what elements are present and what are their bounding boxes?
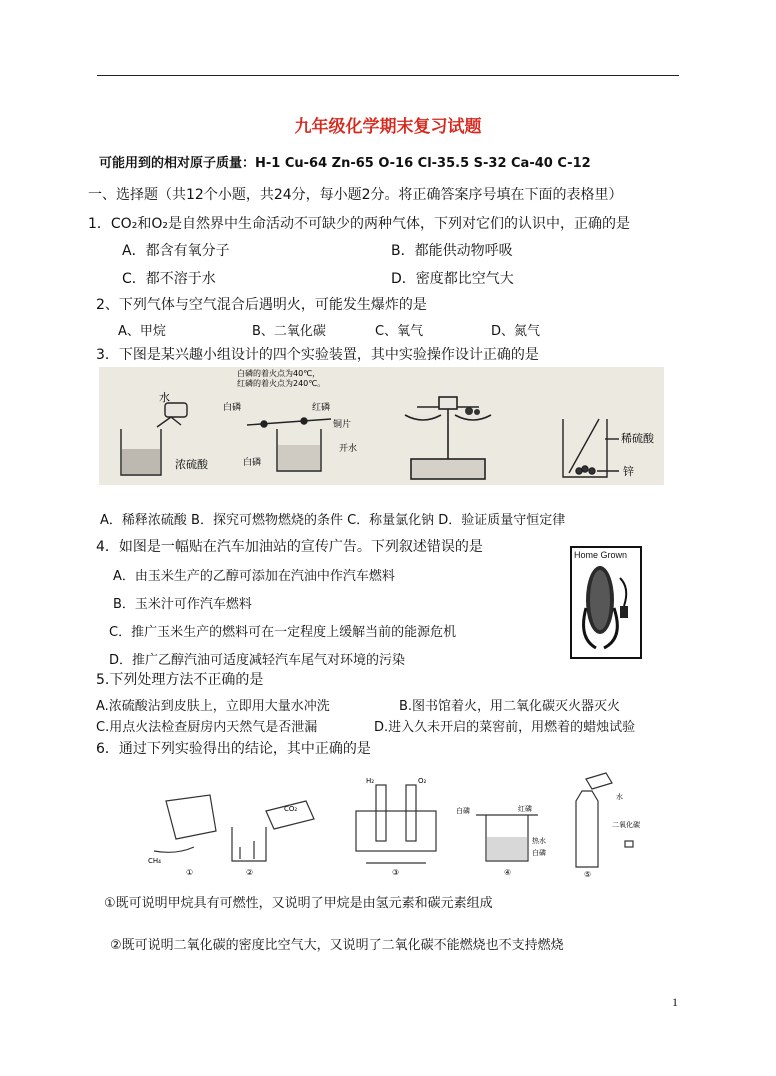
white-p-label: 白磷 bbox=[223, 403, 242, 413]
n3-label: ③ bbox=[392, 868, 400, 877]
water-label: 水 bbox=[159, 391, 170, 404]
hot-water-label: 开水 bbox=[339, 444, 358, 454]
q1-stem: 1．CO₂和O₂是自然界中生命活动不可缺少的两种气体，下列对它们的认识中，正确的是 bbox=[88, 216, 630, 232]
q4-option-d: D．推广乙醇汽油可适度减轻汽车尾气对环境的污染 bbox=[109, 653, 406, 668]
zinc-label: 锌 bbox=[623, 465, 634, 478]
white-p-label-6: 白磷 bbox=[456, 807, 470, 815]
q5-stem: 5.下列处理方法不正确的是 bbox=[96, 672, 264, 688]
note2-label: 红磷的着火点为240℃。 bbox=[237, 379, 326, 388]
white-p2-label: 白磷 bbox=[243, 458, 262, 468]
q5-option-b: B.图书馆着火，用二氧化碳灭火器灭火 bbox=[399, 699, 621, 714]
q5-option-c: C.用点火法检查厨房内天然气是否泄漏 bbox=[96, 720, 318, 735]
bottle-icon bbox=[576, 773, 633, 867]
q5-option-d: D.进入久未开启的菜窖前，用燃着的蜡烛试验 bbox=[374, 720, 636, 735]
beaker-icon bbox=[476, 815, 538, 861]
q4-stem: 4．如图是一幅贴在汽车加油站的宣传广告。下列叙述错误的是 bbox=[96, 539, 483, 555]
pour-gas-icon bbox=[232, 801, 314, 861]
n2-label: ② bbox=[246, 868, 254, 877]
section-heading: 一、选择题（共12个小题，共24分，每小题2分。将正确答案序号填在下面的表格里） bbox=[88, 187, 623, 203]
conc-acid-label: 浓硫酸 bbox=[175, 458, 208, 471]
q5-option-a: A.浓硫酸沾到皮肤上，立即用大量水冲洗 bbox=[96, 699, 330, 714]
n5-label: ⑤ bbox=[584, 870, 592, 879]
co2-label: CO₂ bbox=[284, 805, 298, 813]
page-title: 九年级化学期末复习试题 bbox=[294, 117, 482, 137]
corn-icon bbox=[572, 548, 640, 657]
q2-option-b: B、二氧化碳 bbox=[252, 324, 326, 339]
q1-option-d: D．密度都比空气大 bbox=[391, 271, 514, 287]
q3-figure bbox=[99, 367, 664, 485]
q4-option-c: C．推广玉米生产的燃料可在一定程度上缓解当前的能源危机 bbox=[109, 625, 457, 640]
q3-stem: 3．下图是某兴趣小组设计的四个实验装置，其中实验操作设计正确的是 bbox=[96, 347, 539, 363]
q1-option-a: A．都含有氧分子 bbox=[122, 243, 230, 259]
q3-options: A．稀释浓硫酸 B．探究可燃物燃烧的条件 C．称量氯化钠 D．验证质量守恒定律 bbox=[100, 513, 566, 528]
q6-stem: 6．通过下列实验得出的结论，其中正确的是 bbox=[96, 741, 371, 757]
ch4-label: CH₄ bbox=[148, 857, 161, 865]
n4-label: ④ bbox=[504, 868, 512, 877]
ad-text: Home Grown bbox=[574, 550, 628, 560]
water-label-6: 水 bbox=[616, 793, 623, 801]
q6-figure bbox=[136, 771, 664, 881]
q1-option-c: C．都不溶于水 bbox=[122, 271, 216, 287]
header-rule bbox=[97, 75, 679, 76]
beaker-icon bbox=[563, 419, 619, 477]
red-p-label: 红磷 bbox=[312, 403, 331, 413]
q2-option-c: C、氧气 bbox=[375, 324, 424, 339]
q1-option-b: B．都能供动物呼吸 bbox=[391, 243, 513, 259]
n1-label: ① bbox=[186, 868, 194, 877]
h2-label: H₂ bbox=[366, 777, 375, 785]
atomic-mass-line: 可能用到的相对原子质量：H-1 Cu-64 Zn-65 O-16 Cl-35.5 S-32 Ca-40 C-12 bbox=[99, 156, 591, 171]
red-p-label-6: 红磷 bbox=[518, 805, 532, 813]
copper-label: 铜片 bbox=[333, 420, 352, 430]
ad-poster bbox=[570, 546, 642, 659]
inverted-beaker-icon bbox=[154, 795, 216, 852]
q2-stem: 2、下列气体与空气混合后遇明火，可能发生爆炸的是 bbox=[96, 297, 427, 313]
q6-conclusion-2: ②既可说明二氧化碳的密度比空气大，又说明了二氧化碳不能燃烧也不支持燃烧 bbox=[110, 938, 564, 953]
balance-icon bbox=[405, 397, 491, 479]
q4-option-a: A．由玉米生产的乙醇可添加在汽油中作汽车燃料 bbox=[113, 569, 395, 584]
q6-conclusion-1: ①既可说明甲烷具有可燃性，又说明了甲烷是由氢元素和碳元素组成 bbox=[104, 896, 493, 911]
q2-option-a: A、甲烷 bbox=[118, 324, 166, 339]
co2-cn-label: 二氧化碳 bbox=[612, 821, 640, 829]
q2-option-d: D、氮气 bbox=[491, 324, 541, 339]
hot-water-label-6: 热水 bbox=[532, 837, 546, 845]
white-p2-label-6: 白磷 bbox=[532, 849, 546, 857]
q4-option-b: B．玉米汁可作汽车燃料 bbox=[113, 597, 252, 612]
note1-label: 白磷的着火点为40℃， bbox=[237, 369, 321, 378]
dilute-acid-label: 稀硫酸 bbox=[621, 432, 654, 445]
o2-label: O₂ bbox=[418, 777, 427, 785]
page-number: 1 bbox=[672, 995, 678, 1009]
electrolysis-icon bbox=[356, 785, 436, 863]
